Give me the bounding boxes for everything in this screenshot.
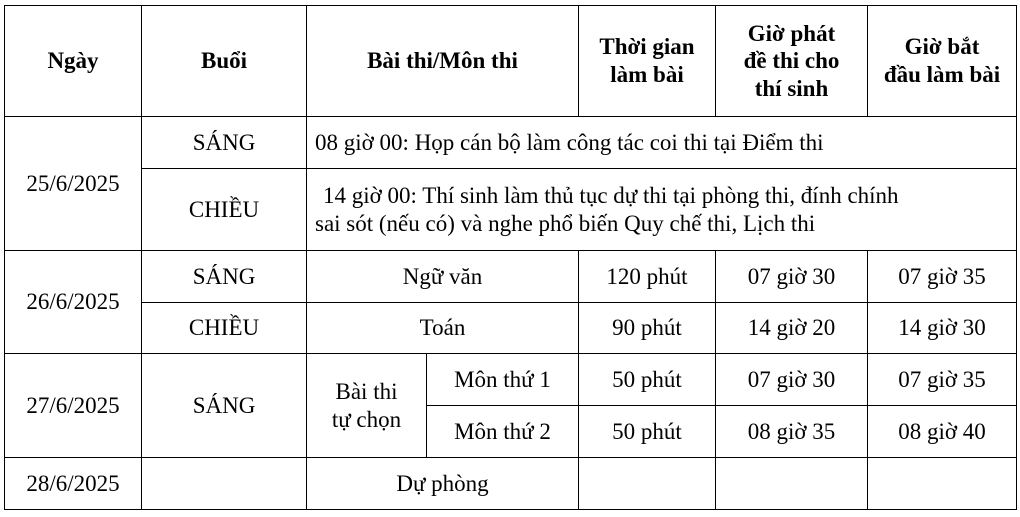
- duration-cell: [579, 458, 716, 510]
- note-cell: 08 giờ 00: Họp cán bộ làm công tác coi thi tại Điểm thi: [307, 117, 1017, 169]
- duration-cell: 90 phút: [579, 303, 716, 354]
- subject-cell: Môn thứ 2: [427, 406, 579, 458]
- table-row: [5, 303, 1017, 354]
- session-cell: [142, 458, 307, 510]
- duration-cell: 120 phút: [579, 251, 716, 303]
- date-cell: 25/6/2025: [5, 117, 142, 251]
- header-start-line-2: đầu làm bài: [883, 62, 1001, 87]
- session-cell: CHIỀU: [142, 169, 307, 251]
- note-cell: [307, 169, 1017, 251]
- elective-group-cell: [307, 354, 427, 458]
- session-cell: SÁNG: [142, 354, 307, 458]
- distribute-time-cell: 08 giờ 35: [716, 406, 868, 458]
- table-row: [5, 251, 1017, 303]
- subject-cell: Ngữ văn: [307, 251, 579, 303]
- header-distribute-time: [716, 6, 868, 117]
- start-time-cell: 08 giờ 40: [868, 406, 1017, 458]
- header-start-line-1: Giờ bắt: [904, 34, 980, 60]
- subject-cell: Toán: [307, 303, 579, 354]
- subject-cell: Dự phòng: [307, 458, 579, 510]
- header-row: [5, 6, 1017, 117]
- session-cell: SÁNG: [142, 251, 307, 303]
- date-cell: 26/6/2025: [5, 251, 142, 354]
- header-start-time: [868, 6, 1017, 117]
- date-cell: 27/6/2025: [5, 354, 142, 458]
- header-distribute-line-2: đề thi cho: [743, 48, 840, 74]
- note-line-2: sai sót (nếu có) và nghe phổ biến Quy chế thi, Lịch thi: [315, 210, 816, 236]
- header-distribute-line-3: thí sinh: [754, 75, 829, 101]
- table-row: [5, 458, 1017, 510]
- header-duration: [579, 6, 716, 117]
- session-cell: SÁNG: [142, 117, 307, 169]
- header-session: Buổi: [142, 6, 307, 117]
- distribute-time-cell: 07 giờ 30: [716, 251, 868, 303]
- start-time-cell: 07 giờ 35: [868, 251, 1017, 303]
- table-row: [5, 169, 1017, 251]
- duration-cell: 50 phút: [579, 406, 716, 458]
- header-subject: Bài thi/Môn thi: [307, 6, 579, 117]
- elective-group-line-1: Bài thi: [335, 378, 398, 404]
- session-cell: CHIỀU: [142, 303, 307, 354]
- header-date: Ngày: [5, 6, 142, 117]
- note-line-1: 14 giờ 00: Thí sinh làm thủ tục dự thi tại phòng thi, đính chính: [323, 182, 899, 208]
- header-duration-line-1: Thời gian: [599, 34, 695, 60]
- header-distribute-line-1: Giờ phát: [747, 20, 836, 46]
- distribute-time-cell: [716, 458, 868, 510]
- exam-schedule-table: [4, 5, 1017, 510]
- date-cell: 28/6/2025: [5, 458, 142, 510]
- distribute-time-cell: 14 giờ 20: [716, 303, 868, 354]
- distribute-time-cell: 07 giờ 30: [716, 354, 868, 406]
- duration-cell: 50 phút: [579, 354, 716, 406]
- start-time-cell: [868, 458, 1017, 510]
- start-time-cell: 07 giờ 35: [868, 354, 1017, 406]
- table-row: [5, 354, 1017, 406]
- header-duration-line-2: làm bài: [610, 62, 684, 87]
- table-row: [5, 117, 1017, 169]
- subject-cell: Môn thứ 1: [427, 354, 579, 406]
- elective-group-line-2: tự chọn: [331, 406, 402, 432]
- start-time-cell: 14 giờ 30: [868, 303, 1017, 354]
